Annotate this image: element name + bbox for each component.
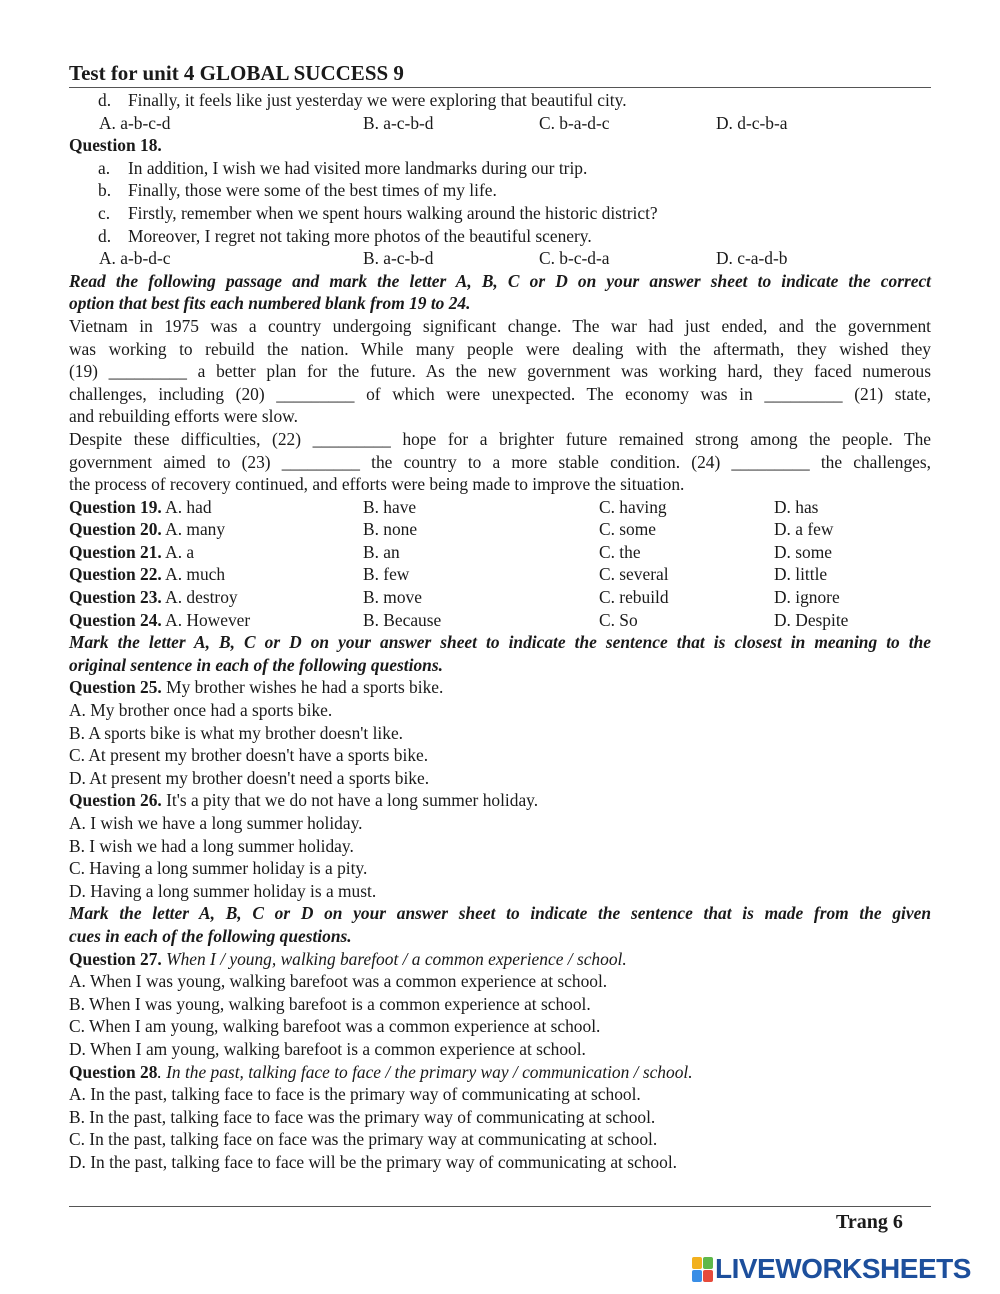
q17-option-a[interactable]: A. a-b-c-d (99, 112, 171, 133)
question-label: Question 22. (69, 564, 162, 585)
q26-option-c[interactable]: C. Having a long summer holiday is a pity. (69, 858, 368, 879)
passage-instruction-line: Read the following passage and mark the letter A, B, C or D on your answer sheet to indicate the correct (69, 270, 931, 291)
option-c[interactable]: C. some (599, 519, 657, 540)
q18-item (69, 157, 931, 180)
q18-option-c[interactable]: C. b-c-d-a (539, 248, 610, 269)
question-label: Question 25. (69, 677, 162, 698)
question-label: Question 26. (69, 790, 162, 811)
option-b[interactable]: B. an (363, 541, 400, 562)
q18-option-d[interactable]: D. c-a-d-b (716, 248, 788, 269)
cloze-question-row (69, 541, 931, 564)
liveworksheets-logo-icon (692, 1257, 712, 1281)
cloze-question-row (69, 518, 931, 541)
question-label: Question 20. (69, 519, 162, 540)
option-c[interactable]: C. So (599, 609, 638, 630)
option-d[interactable]: D. Despite (774, 609, 849, 630)
q28-option-d[interactable]: D. In the past, talking face to face will be the primary way of communicating at school. (69, 1151, 677, 1172)
q17-option-b[interactable]: B. a-c-b-d (363, 112, 434, 133)
q28-option-a[interactable]: A. In the past, talking face to face is the primary way of communicating at school. (69, 1084, 641, 1105)
item-letter: a. (98, 157, 111, 178)
passage-line: (19) _________ a better plan for the future. As the new government was working hard, they faced numerous (69, 361, 931, 382)
page-header-title: Test for unit 4 GLOBAL SUCCESS 9 (69, 61, 404, 85)
passage-line: was working to rebuild the nation. While many people were dealing with the aftermath, they wished they (69, 338, 931, 359)
cloze-question-row (69, 496, 931, 519)
passage-line: government aimed to (23) _________ the country to a more stable condition. (24) _________ the challenges, (69, 451, 931, 472)
question-label: Question 24. (69, 609, 162, 630)
section-instruction-line: cues in each of the following questions. (69, 925, 352, 946)
q25-option-c[interactable]: C. At present my brother doesn't have a sports bike. (69, 745, 429, 766)
question-stem: My brother wishes he had a sports bike. (161, 677, 444, 698)
option-b[interactable]: B. none (363, 519, 418, 540)
option-b[interactable]: B. have (363, 496, 417, 517)
option-a[interactable]: A. had (165, 496, 212, 517)
q27-option-c[interactable]: C. When I am young, walking barefoot was a common experience at school. (69, 1016, 601, 1037)
q17-option-c[interactable]: C. b-a-d-c (539, 112, 610, 133)
option-d[interactable]: D. some (774, 541, 832, 562)
q18-options (69, 247, 931, 270)
option-a[interactable]: A. However (165, 609, 251, 630)
question-stem: When I / young, walking barefoot / a common experience / school. (161, 948, 627, 969)
option-d[interactable]: D. ignore (774, 587, 840, 608)
q17-option-d[interactable]: D. d-c-b-a (716, 112, 788, 133)
item-text: Finally, it feels like just yesterday we were exploring that beautiful city. (128, 90, 627, 110)
item-letter: d. (98, 90, 112, 110)
question-stem: It's a pity that we do not have a long summer holiday. (161, 790, 539, 811)
q25-stem (69, 676, 931, 699)
question-label: Question 27. (69, 948, 162, 969)
option-b[interactable]: B. move (363, 587, 422, 608)
q27-option-d[interactable]: D. When I am young, walking barefoot is a common experience at school. (69, 1038, 586, 1059)
q27-option-a[interactable]: A. When I was young, walking barefoot was a common experience at school. (69, 971, 608, 992)
passage-line: challenges, including (20) _________ of which were unexpected. The economy was in _________ (21) state, (69, 383, 931, 404)
option-b[interactable]: B. Because (363, 609, 442, 630)
option-b[interactable]: B. few (363, 564, 410, 585)
page-number: Trang 6 (836, 1211, 903, 1233)
q27-option-b[interactable]: B. When I was young, walking barefoot is a common experience at school. (69, 993, 591, 1014)
item-letter: d. (98, 225, 112, 246)
q18-option-a[interactable]: A. a-b-d-c (99, 248, 171, 269)
question-label: Question 21. (69, 541, 162, 562)
header-divider (69, 87, 931, 88)
q18-option-b[interactable]: B. a-c-b-d (363, 248, 434, 269)
q18-item (69, 202, 931, 225)
q18-label: Question 18. (69, 135, 162, 156)
cloze-question-row (69, 586, 931, 609)
worksheet-content (69, 89, 931, 1174)
item-text: Moreover, I regret not taking more photos of the beautiful scenery. (128, 225, 592, 246)
question-stem: . In the past, talking face to face / the primary way / communication / school. (157, 1061, 693, 1082)
q28-option-c[interactable]: C. In the past, talking face on face was the primary way at communicating at school. (69, 1129, 658, 1150)
q17-item-d (69, 89, 931, 112)
item-text: In addition, I wish we had visited more landmarks during our trip. (128, 157, 588, 178)
section-instruction-line: Mark the letter A, B, C or D on your answer sheet to indicate the sentence that is closest in meaning to the (69, 632, 931, 653)
passage-line: Despite these difficulties, (22) _________ hope for a brighter future remained strong among the people. The (69, 428, 931, 449)
q26-option-a[interactable]: A. I wish we have a long summer holiday. (69, 813, 363, 833)
q27-stem (69, 948, 931, 971)
option-d[interactable]: D. has (774, 496, 819, 517)
q25-option-a[interactable]: A. My brother once had a sports bike. (69, 700, 333, 721)
item-letter: b. (98, 180, 112, 201)
option-a[interactable]: A. many (165, 519, 226, 540)
q25-option-b[interactable]: B. A sports bike is what my brother doesn't like. (69, 722, 404, 743)
question-label: Question 23. (69, 587, 162, 608)
section-instruction-line: Mark the letter A, B, C or D on your answer sheet to indicate the sentence that is made from the given (69, 903, 931, 924)
item-letter: c. (98, 202, 111, 223)
q26-option-b[interactable]: B. I wish we had a long summer holiday. (69, 835, 354, 856)
option-a[interactable]: A. a (165, 541, 195, 562)
liveworksheets-logo-text: LIVEWORKSHEETS (715, 1253, 971, 1284)
option-d[interactable]: D. a few (774, 519, 834, 540)
option-a[interactable]: A. much (165, 564, 226, 585)
question-label: Question 28 (69, 1061, 158, 1082)
q18-item (69, 225, 931, 248)
passage-instruction-line: option that best fits each numbered blank from 19 to 24. (69, 293, 471, 314)
q18-item (69, 179, 931, 202)
question-label: Question 19. (69, 496, 162, 517)
passage-line: Vietnam in 1975 was a country undergoing significant change. The war had just ended, and the government (69, 315, 931, 336)
option-d[interactable]: D. little (774, 564, 828, 585)
item-text: Firstly, remember when we spent hours walking around the historic district? (128, 202, 658, 223)
footer-divider (69, 1206, 931, 1207)
liveworksheets-logo[interactable] (692, 1254, 971, 1284)
cloze-question-row (69, 609, 931, 632)
option-c[interactable]: C. several (599, 564, 669, 585)
passage-line: and rebuilding efforts were slow. (69, 406, 298, 427)
section-instruction-line: original sentence in each of the following questions. (69, 654, 443, 675)
option-c[interactable]: C. the (599, 541, 641, 562)
q25-option-d[interactable]: D. At present my brother doesn't need a sports bike. (69, 767, 430, 788)
option-a[interactable]: A. destroy (165, 587, 238, 608)
q17-options (69, 112, 931, 135)
option-c[interactable]: C. rebuild (599, 587, 669, 608)
item-text: Finally, those were some of the best times of my life. (128, 180, 497, 201)
passage-line: the process of recovery continued, and efforts were being made to improve the situation. (69, 474, 685, 495)
q26-stem (69, 789, 931, 812)
option-c[interactable]: C. having (599, 496, 667, 517)
q26-option-d[interactable]: D. Having a long summer holiday is a must. (69, 880, 377, 901)
q28-option-b[interactable]: B. In the past, talking face to face was the primary way of communicating at school. (69, 1106, 656, 1127)
cloze-question-row (69, 563, 931, 586)
q28-stem (69, 1061, 931, 1084)
